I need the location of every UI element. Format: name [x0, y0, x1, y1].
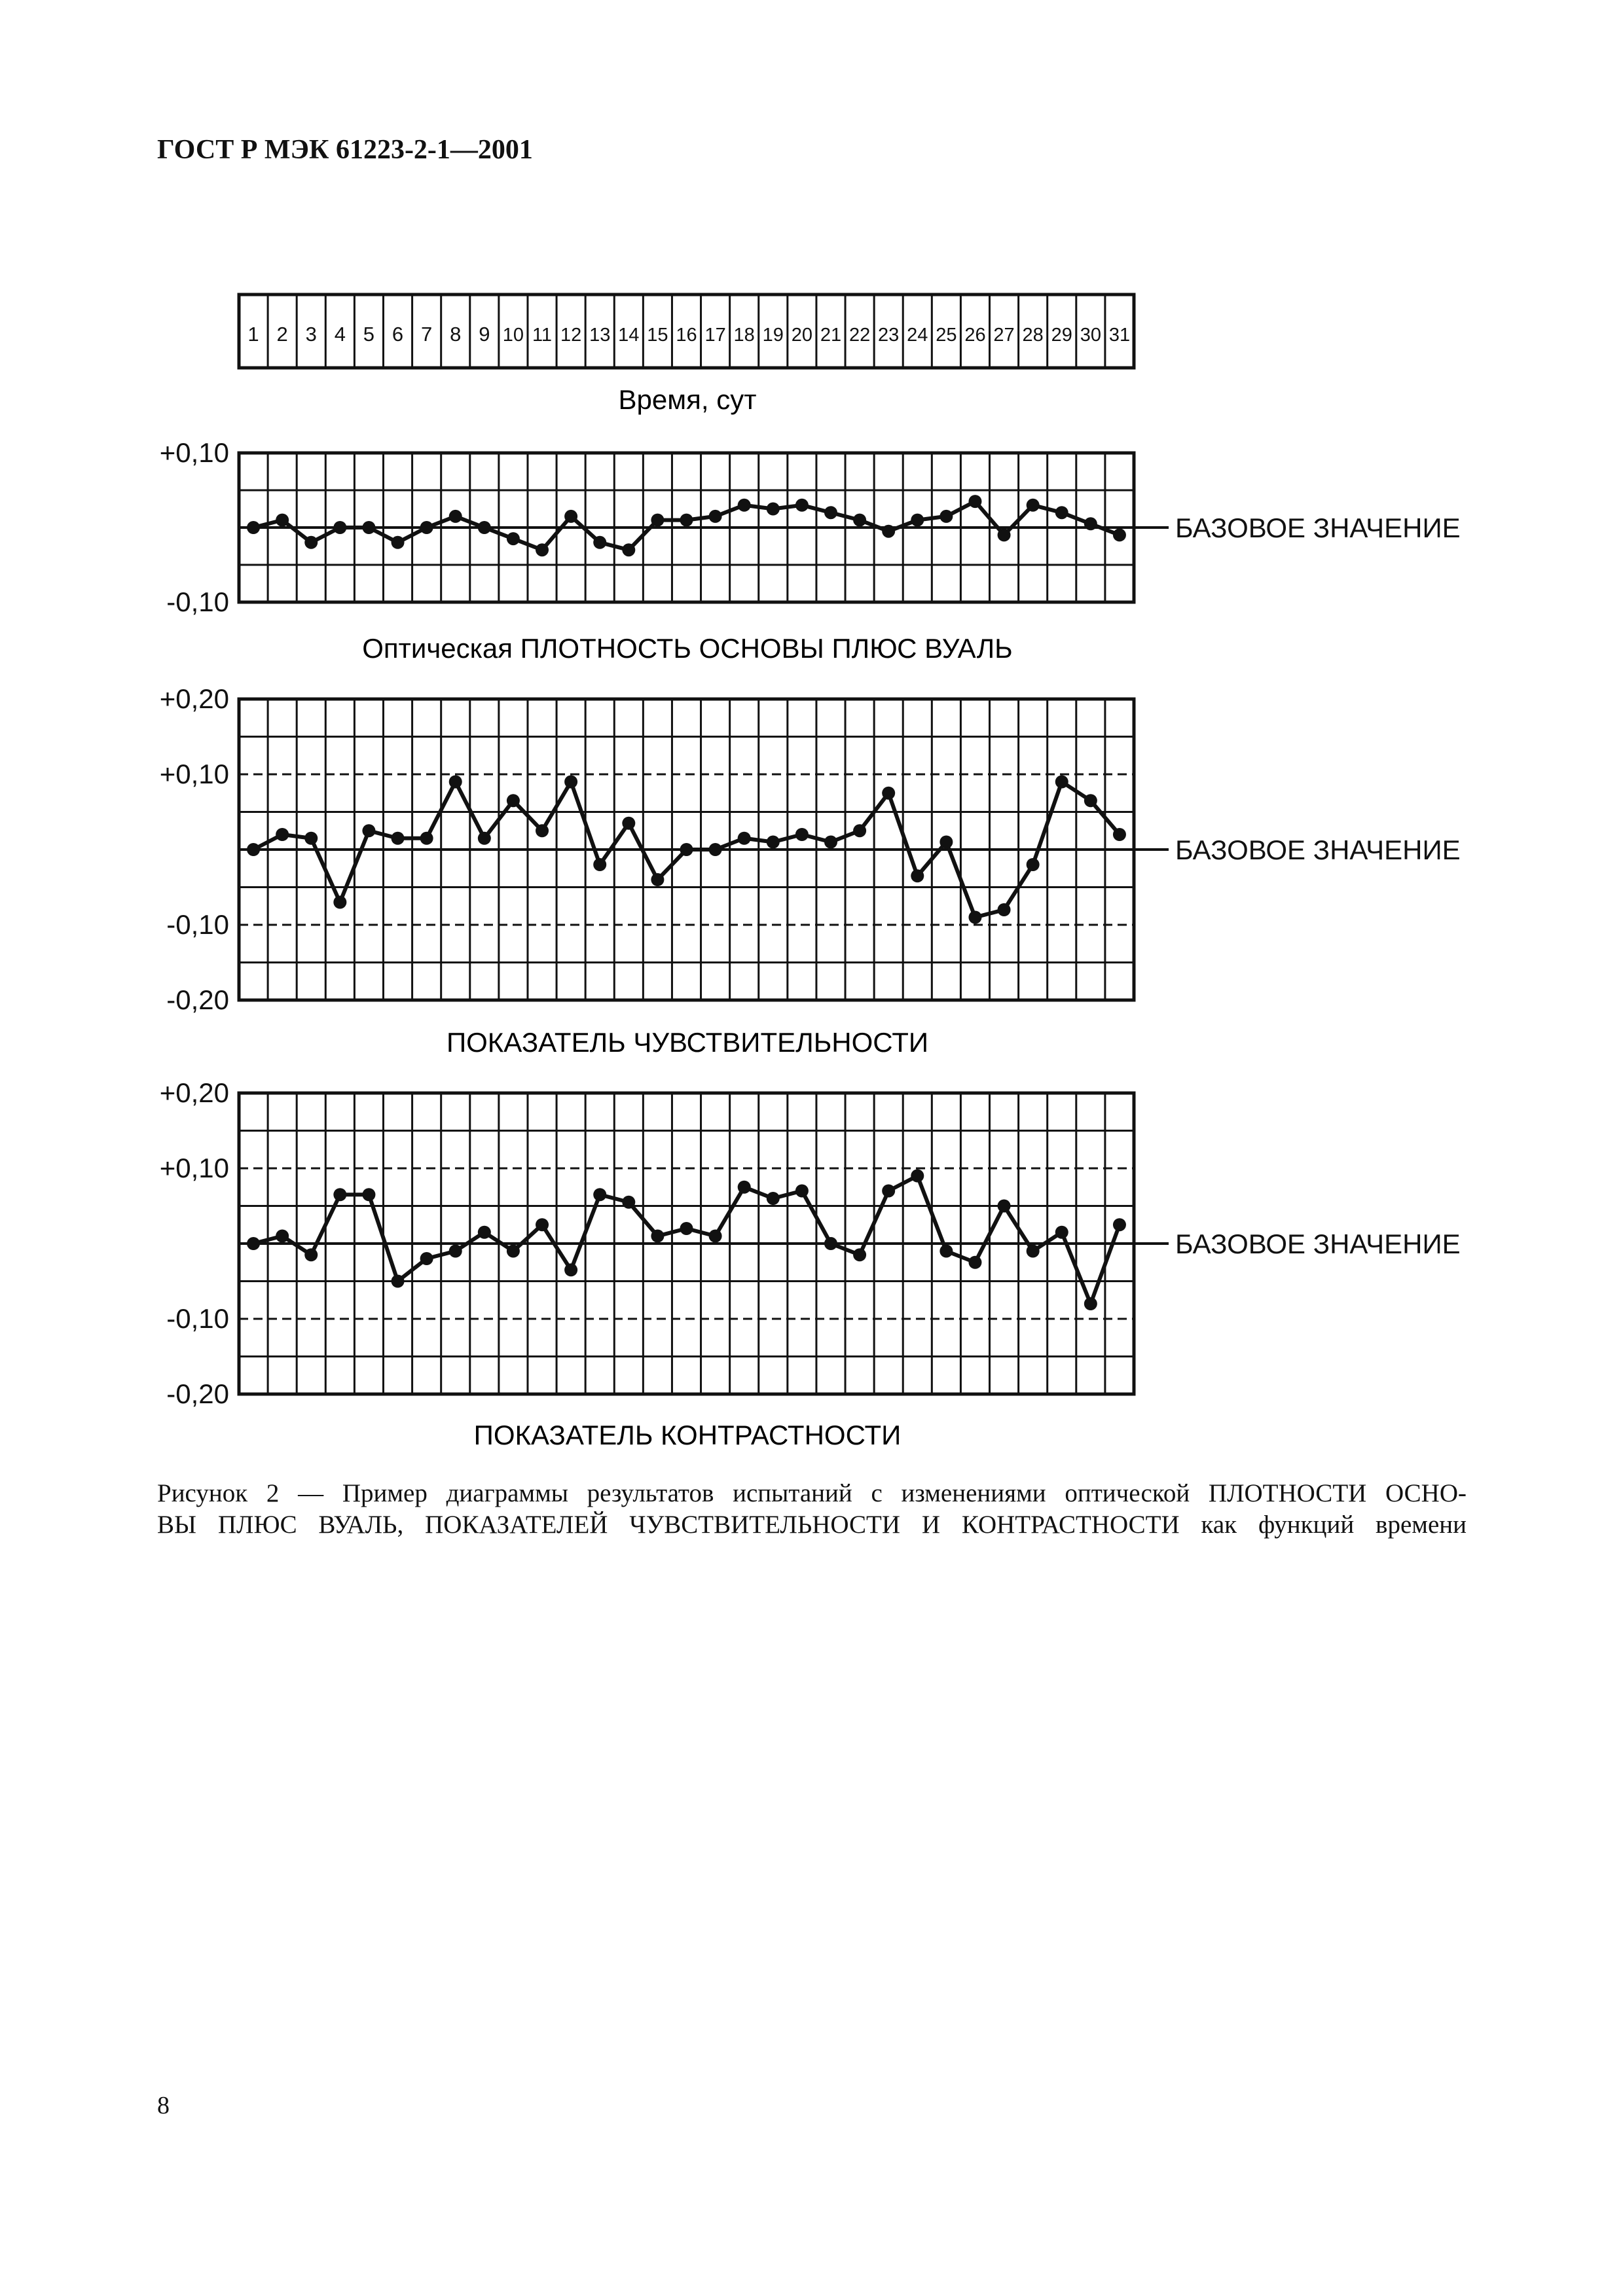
chart-density — [160, 437, 1461, 617]
data-point — [853, 824, 866, 837]
data-point — [1027, 499, 1040, 512]
day-label: 16 — [676, 325, 697, 346]
day-label: 9 — [479, 323, 490, 346]
day-label: 22 — [848, 325, 871, 346]
data-point — [247, 521, 260, 534]
baseline-label: БАЗОВОЕ ЗНАЧЕНИЕ — [1175, 834, 1461, 865]
data-point — [507, 794, 520, 807]
data-point — [362, 1188, 375, 1201]
day-label: 27 — [993, 325, 1015, 346]
data-point — [478, 832, 491, 845]
day-label: 26 — [964, 325, 986, 346]
data-point — [276, 514, 289, 527]
day-label: 23 — [878, 325, 900, 346]
data-point — [536, 1218, 549, 1231]
y-tick-label: -0,10 — [166, 909, 229, 940]
data-point — [304, 1248, 318, 1261]
day-label: 28 — [1022, 325, 1044, 346]
day-label: 13 — [589, 325, 611, 346]
time-axis-label: Время, сут — [618, 384, 757, 415]
data-point — [968, 495, 981, 508]
day-axis — [239, 295, 1134, 368]
data-point — [1084, 517, 1097, 530]
day-label: 15 — [647, 325, 668, 346]
page-number: 8 — [157, 2092, 170, 2119]
data-point — [1113, 828, 1126, 841]
data-point — [593, 858, 606, 871]
data-point — [882, 1185, 895, 1198]
data-point — [1113, 528, 1126, 541]
data-point — [392, 832, 405, 845]
y-tick-label: +0,10 — [159, 759, 229, 789]
data-point — [536, 543, 549, 556]
data-point — [420, 832, 433, 845]
data-point — [1084, 794, 1097, 807]
day-label: 18 — [733, 325, 755, 346]
data-point — [449, 776, 462, 789]
baseline-label: БАЗОВОЕ ЗНАЧЕНИЕ — [1175, 1229, 1461, 1259]
data-point — [304, 832, 318, 845]
data-point — [276, 1230, 289, 1243]
data-point — [795, 828, 809, 841]
day-label: 8 — [450, 323, 462, 346]
data-point — [767, 836, 780, 849]
data-point — [998, 528, 1011, 541]
figure-caption-line-1: Рисунок 2 — Пример диаграммы результатов испытаний с изменениями оптической ПЛОТНОСТИ ОСНО- — [157, 1479, 1467, 1507]
data-point — [622, 543, 635, 556]
data-point — [795, 1185, 809, 1198]
data-point — [420, 521, 433, 534]
figure-caption-line-2: ВЫ ПЛЮС ВУАЛЬ, ПОКАЗАТЕЛЕЙ ЧУВСТВИТЕЛЬНОСТИ И КОНТРАСТНОСТИ как функций времени — [157, 1511, 1467, 1539]
day-label: 4 — [334, 323, 346, 346]
day-label: 1 — [247, 323, 259, 346]
data-point — [651, 1230, 664, 1243]
document-header: ГОСТ Р МЭК 61223-2-1—2001 — [157, 135, 533, 165]
data-point — [333, 896, 346, 909]
data-point — [333, 521, 346, 534]
data-point — [738, 499, 751, 512]
data-point — [449, 1245, 462, 1258]
data-point — [680, 514, 693, 527]
day-label: 3 — [305, 323, 317, 346]
data-point — [304, 536, 318, 549]
data-point — [968, 911, 981, 924]
y-tick-label: -0,20 — [166, 984, 229, 1015]
y-tick-label: -0,10 — [166, 1303, 229, 1334]
data-point — [392, 536, 405, 549]
baseline-label: БАЗОВОЕ ЗНАЧЕНИЕ — [1175, 512, 1461, 543]
data-point — [564, 1263, 577, 1276]
data-point — [333, 1188, 346, 1201]
day-label: 20 — [791, 325, 813, 346]
data-point — [824, 506, 837, 519]
day-label: 5 — [363, 323, 375, 346]
chart-sensitivity-title: ПОКАЗАТЕЛЬ ЧУВСТВИТЕЛЬНОСТИ — [446, 1027, 929, 1058]
data-point — [911, 1170, 924, 1183]
data-point — [824, 1237, 837, 1250]
data-point — [478, 1226, 491, 1239]
data-point — [622, 1196, 635, 1209]
data-point — [593, 1188, 606, 1201]
data-point — [998, 903, 1011, 916]
data-point — [968, 1256, 981, 1269]
day-label: 19 — [762, 325, 784, 346]
data-point — [939, 1245, 953, 1258]
data-point — [795, 499, 809, 512]
day-label: 24 — [907, 325, 928, 346]
data-point — [998, 1200, 1011, 1213]
day-label: 25 — [936, 325, 957, 346]
figure-caption — [157, 1478, 1467, 1541]
data-point — [564, 776, 577, 789]
data-point — [911, 869, 924, 882]
data-point — [882, 787, 895, 800]
chart-density-title: Оптическая ПЛОТНОСТЬ ОСНОВЫ ПЛЮС ВУАЛЬ — [362, 633, 1013, 664]
day-label: 11 — [532, 325, 553, 346]
data-point — [564, 510, 577, 523]
day-label: 21 — [820, 325, 842, 346]
data-point — [536, 824, 549, 837]
data-point — [478, 521, 491, 534]
data-point — [853, 514, 866, 527]
day-label: 31 — [1108, 325, 1131, 346]
data-point — [507, 1245, 520, 1258]
data-point — [392, 1275, 405, 1288]
data-point — [1055, 1226, 1068, 1239]
day-label: 30 — [1080, 325, 1101, 346]
data-point — [680, 1222, 693, 1235]
day-label: 7 — [421, 323, 433, 346]
day-label: 6 — [392, 323, 404, 346]
data-point — [824, 836, 837, 849]
data-point — [1027, 858, 1040, 871]
data-point — [449, 510, 462, 523]
data-point — [1113, 1218, 1126, 1231]
data-point — [911, 514, 924, 527]
data-point — [767, 1192, 780, 1205]
data-point — [767, 503, 780, 516]
chart-sensitivity — [160, 683, 1461, 1015]
day-label: 17 — [704, 325, 726, 346]
day-axis-cells — [247, 295, 1130, 368]
data-point — [939, 836, 953, 849]
data-point — [738, 1181, 751, 1194]
chart-contrast — [160, 1077, 1461, 1409]
y-tick-label: +0,10 — [159, 437, 229, 468]
data-point — [593, 536, 606, 549]
data-point — [362, 521, 375, 534]
y-tick-label: -0,20 — [166, 1378, 229, 1409]
data-point — [507, 532, 520, 545]
data-point — [939, 510, 953, 523]
y-tick-label: +0,20 — [159, 683, 229, 714]
data-point — [738, 832, 751, 845]
day-label: 14 — [618, 325, 640, 346]
data-point — [276, 828, 289, 841]
data-point — [1084, 1297, 1097, 1310]
day-label: 2 — [276, 323, 288, 346]
data-point — [709, 843, 722, 856]
data-point — [1027, 1245, 1040, 1258]
data-point — [1055, 506, 1068, 519]
data-point — [651, 873, 664, 886]
y-tick-label: +0,10 — [159, 1153, 229, 1183]
data-point — [882, 525, 895, 538]
data-point — [420, 1252, 433, 1265]
day-label: 12 — [560, 325, 582, 346]
data-point — [709, 510, 722, 523]
data-point — [853, 1248, 866, 1261]
y-tick-label: +0,20 — [159, 1077, 229, 1108]
day-label: 10 — [502, 325, 524, 346]
data-point — [1055, 776, 1068, 789]
data-point — [247, 1237, 260, 1250]
data-point — [362, 824, 375, 837]
day-label: 29 — [1051, 325, 1072, 346]
data-point — [680, 843, 693, 856]
data-point — [247, 843, 260, 856]
chart-contrast-title: ПОКАЗАТЕЛЬ КОНТРАСТНОСТИ — [473, 1420, 902, 1450]
data-point — [622, 817, 635, 830]
y-tick-label: -0,10 — [166, 586, 229, 617]
data-point — [651, 514, 664, 527]
data-point — [709, 1230, 722, 1243]
